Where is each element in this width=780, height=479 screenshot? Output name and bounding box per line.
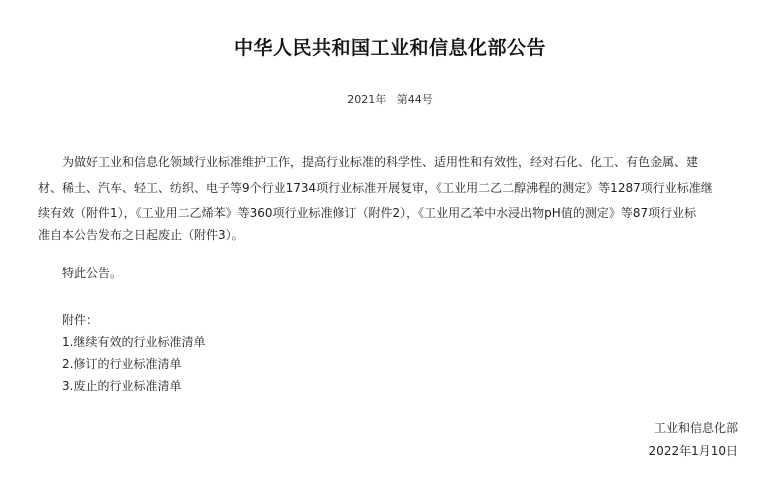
attachment-item-3: 3.废止的行业标准清单 [62, 379, 182, 393]
signature-org: 工业和信息化部 [653, 421, 738, 435]
body-line-1: 为做好工业和信息化领域行业标准维护工作，提高行业标准的科学性、适用性和有效性，经对石化、化工、有色金属、建 [62, 155, 699, 169]
page-title: 中华人民共和国工业和信息化部公告 [233, 37, 546, 59]
attachment-item-1: 1.继续有效的行业标准清单 [62, 335, 206, 349]
attachment-item-2: 2.修订的行业标准清单 [62, 357, 182, 371]
body-line-3: 续有效（附件1），《工业用二乙烯苯》等360项行业标准修订（附件2），《工业用乙苯中水浸出物pH值的测定》等87项行业标 [38, 206, 697, 220]
document-year: 2021年 [347, 93, 387, 106]
body-line-2: 材、稀土、汽车、轻工、纺织、电子等9个行业1734项行业标准开展复审，《工业用二乙二醇沸程的测定》等1287项行业标准继 [38, 181, 713, 195]
signature-date: 2022年1月10日 [648, 444, 738, 458]
body-line-4: 准自本公告发布之日起废止（附件3）。 [38, 228, 244, 242]
attachments-label: 附件： [62, 313, 99, 327]
document-number [0, 91, 780, 107]
document-serial: 第44号 [396, 93, 433, 106]
notice-text: 特此公告。 [62, 266, 123, 280]
